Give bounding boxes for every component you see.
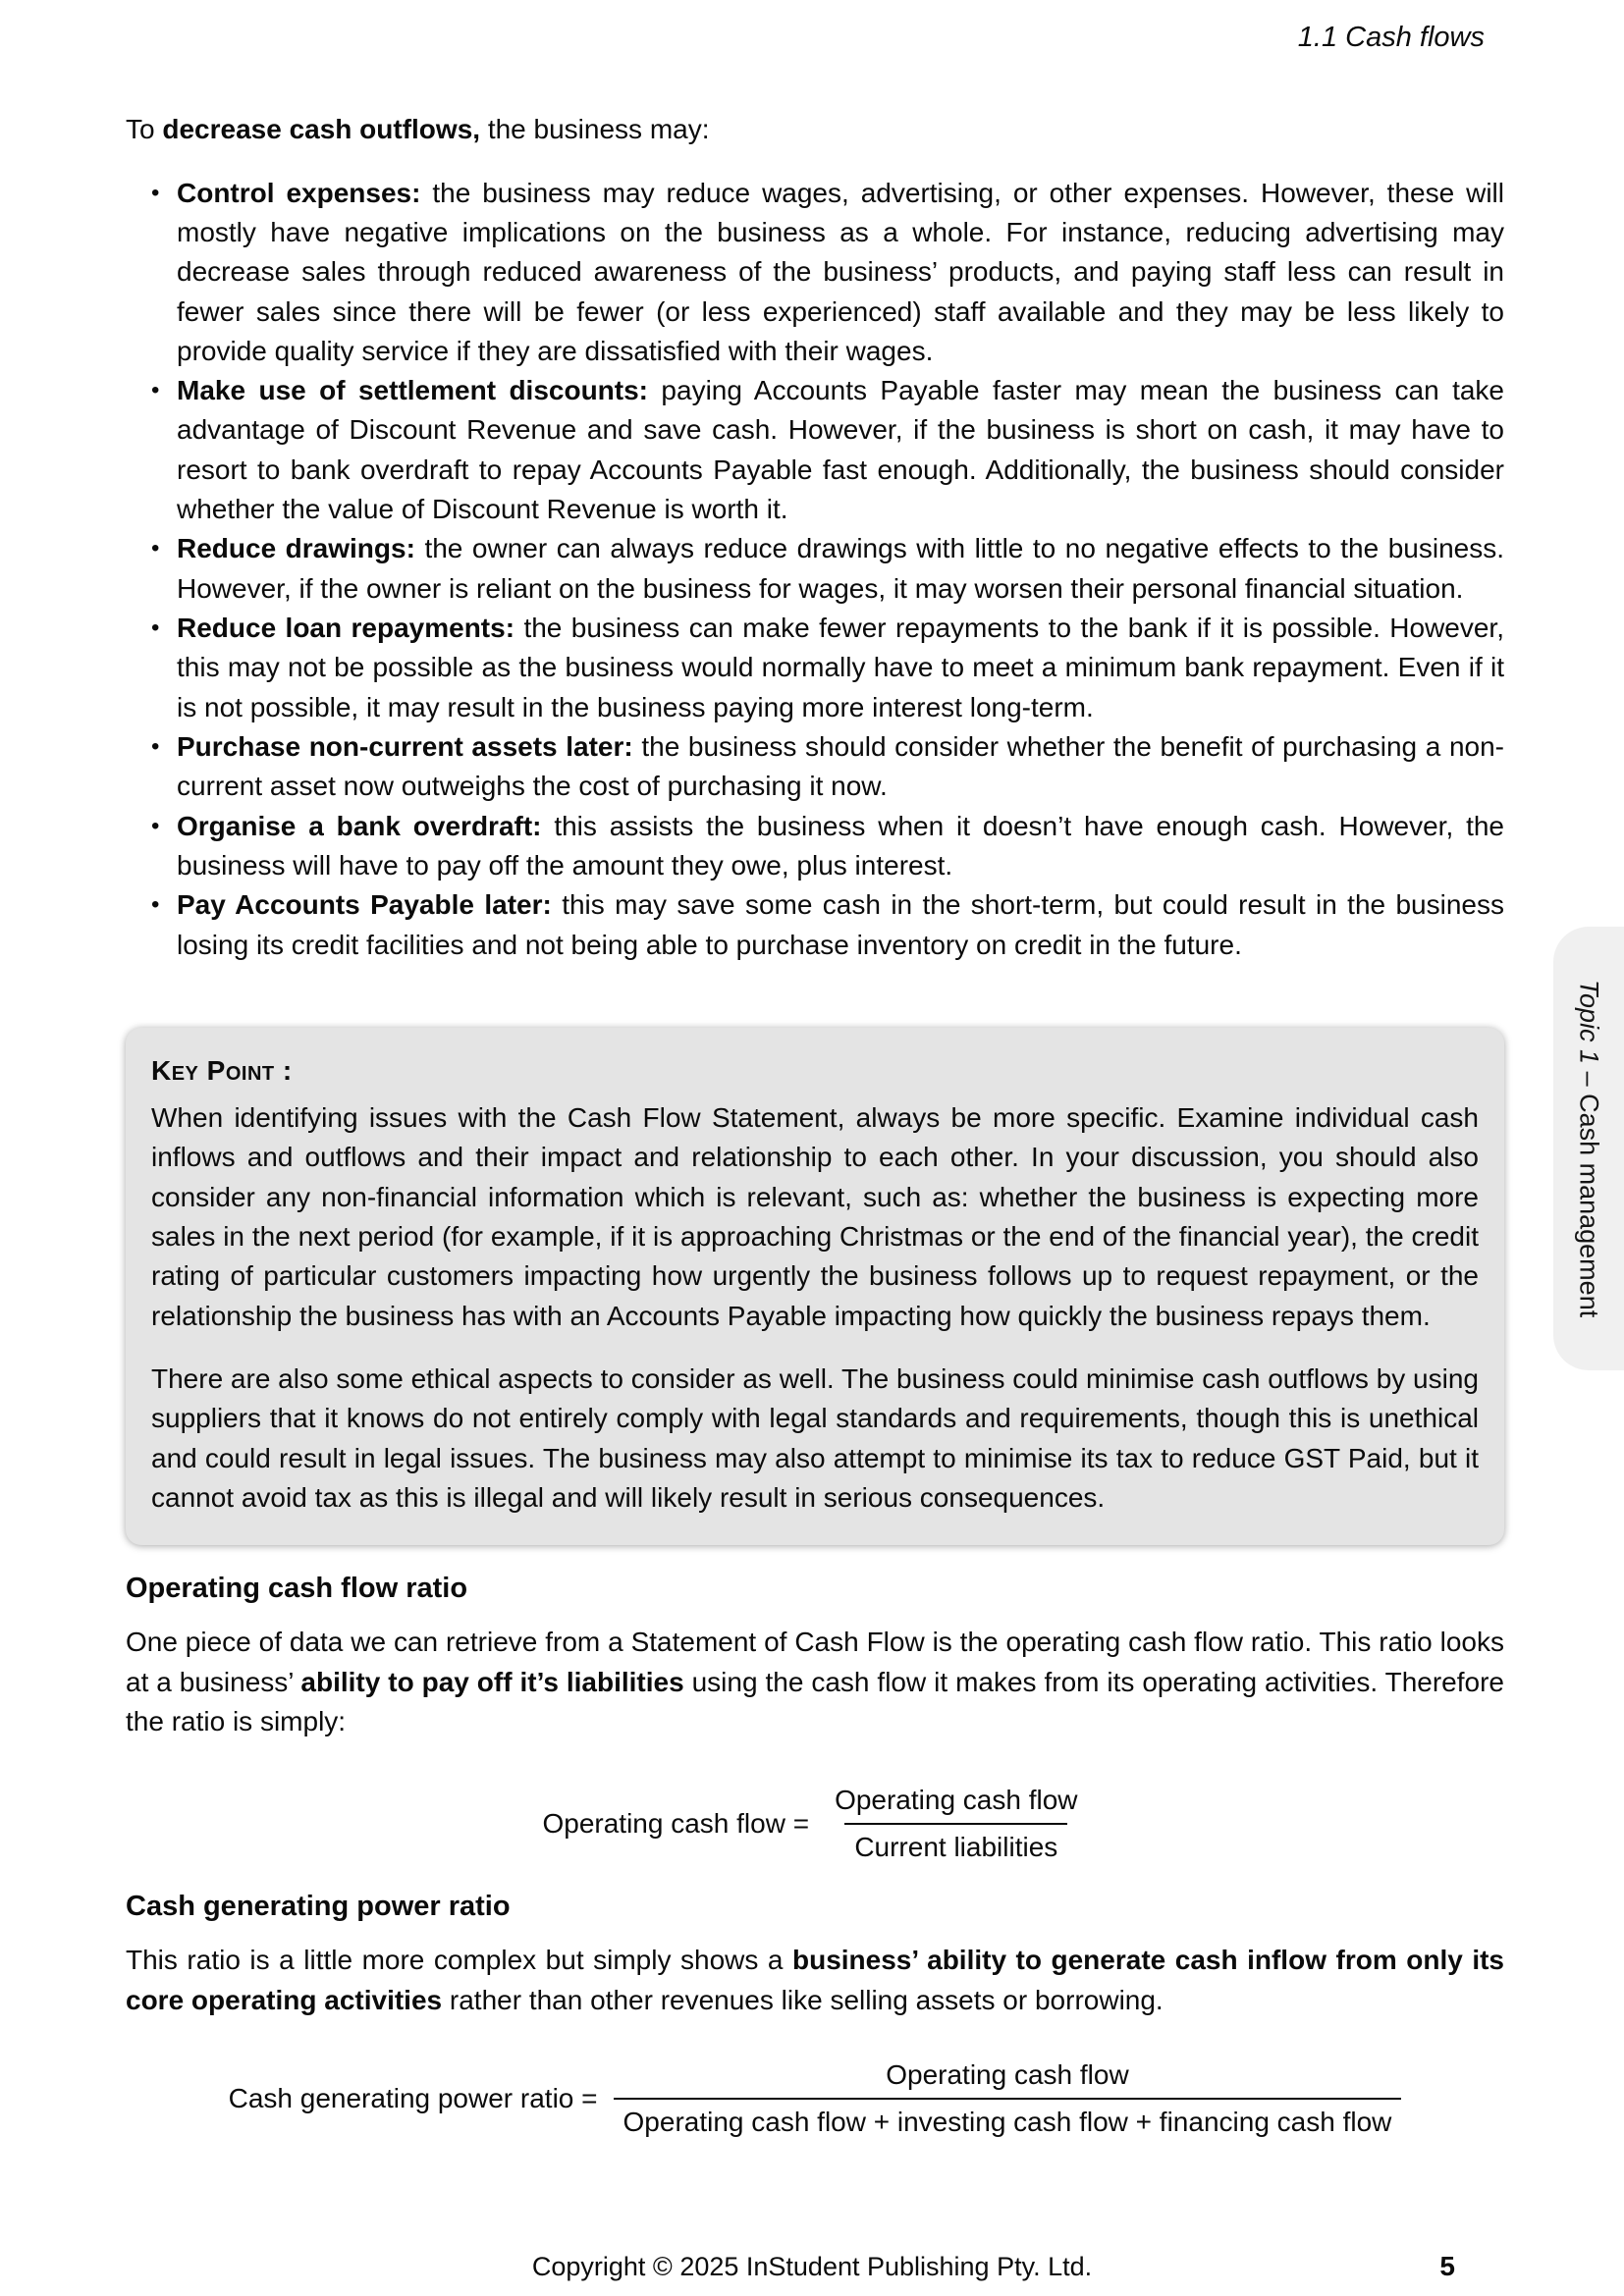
bullet-label: Control expenses: bbox=[177, 177, 421, 208]
topic-side-tab bbox=[1553, 927, 1624, 1370]
heading-operating-cash-flow-ratio: Operating cash flow ratio bbox=[126, 1573, 468, 1605]
list-item bbox=[126, 529, 1504, 609]
strategy-bullet-list bbox=[126, 174, 1504, 965]
bullet-label: Pay Accounts Payable later: bbox=[177, 889, 552, 921]
page-content bbox=[126, 0, 1504, 2138]
bullet-text: the business should consider whether the benefit of purchasing a non-current asset now outweighs the cost of purchasing it now. bbox=[177, 730, 1504, 802]
running-header: 1.1 Cash flows bbox=[1297, 22, 1485, 53]
cash-power-ratio-paragraph bbox=[126, 1941, 1504, 2020]
bullet-text: paying Accounts Payable faster may mean the business can take advantage of Discount Revenue and save cash. However, if the business is short on cash, it may have to resort to bank overdraft to repay Accounts Payable fast enough. Additionally, the business should consider whether the value of Discount Revenue is worth it. bbox=[177, 375, 1504, 525]
intro-text-bold: decrease cash outflows, bbox=[162, 114, 481, 144]
footer-copyright: Copyright © 2025 InStudent Publishing Pty. Ltd. bbox=[531, 2252, 1093, 2281]
bullet-text: the business can make fewer repayments to the bank if it is possible. However, this may not be possible as the business would normally have to meet a minimum bank repayment. Even if it is not possible, it may result in the business paying more interest long-term. bbox=[177, 613, 1504, 722]
topic-side-tab-label bbox=[1574, 980, 1604, 1317]
key-point-callout bbox=[126, 1028, 1504, 1545]
intro-text-pre: To bbox=[126, 114, 163, 144]
paragraph-text-bold: business’ ability to generate cash inflow from only its core operating activities bbox=[126, 1945, 1504, 2015]
list-item bbox=[126, 807, 1504, 886]
fraction-numerator: Operating cash flow bbox=[886, 2058, 1129, 2090]
list-item bbox=[126, 727, 1504, 807]
operating-ratio-paragraph bbox=[126, 1623, 1504, 1741]
cash-generating-power-formula bbox=[126, 2059, 1504, 2138]
topic-label-rest: – Cash management bbox=[1574, 1063, 1604, 1318]
bullet-label: Reduce drawings: bbox=[177, 533, 415, 564]
intro-text-post: the business may: bbox=[480, 114, 710, 144]
intro-paragraph bbox=[126, 110, 1504, 150]
paragraph-text: One piece of data we can retrieve from a Statement of Cash Flow is the operating cash flow ratio. This ratio looks at a business’ bbox=[126, 1627, 1504, 1697]
key-point-paragraph-1: When identifying issues with the Cash Flow Statement, always be more specific. Examine individual cash inflows and outflows and their impact and relationship to each other. In your discussion, you should also consider any non-financial information which is relevant, such as: whether the business is expecting more sales in the next period (for example, if it is approaching Christmas or the end of the financial year), the credit rating of particular customers impacting how urgently the business follows up to request repayment, or the relationship the business has with an Accounts Payable impacting how quickly the business repays them. bbox=[151, 1102, 1479, 1331]
operating-cash-flow-formula bbox=[126, 1785, 1504, 1863]
bullet-label: Make use of settlement discounts: bbox=[177, 375, 648, 406]
list-item bbox=[126, 609, 1504, 727]
bullet-text: the owner can always reduce drawings with little to no negative effects to the business. However, if the owner is reliant on the business for wages, it may worsen their personal financial situation. bbox=[177, 533, 1504, 604]
list-item bbox=[126, 885, 1504, 965]
bullet-text: this assists the business when it doesn’t have enough cash. However, the business will have to pay off the amount they owe, plus interest. bbox=[177, 810, 1504, 881]
bullet-label: Purchase non-current assets later: bbox=[177, 730, 633, 762]
key-point-paragraph-2: There are also some ethical aspects to consider as well. The business could minimise cash outflows by using suppliers that it knows do not entirely comply with legal standards and requirements, though this is unethical and could result in legal issues. The business may also attempt to minimise its tax to reduce GST Paid, but it cannot avoid tax as this is illegal and will likely result in serious consequences. bbox=[151, 1363, 1479, 1513]
bullet-label: Reduce loan repayments: bbox=[177, 613, 515, 644]
fraction-denominator: Current liabilities bbox=[844, 1823, 1067, 1863]
key-point-heading: Key Point : bbox=[151, 1054, 293, 1086]
bullet-text: this may save some cash in the short-term, but could result in the business losing its credit facilities and not being able to purchase inventory on credit in the future. bbox=[177, 889, 1504, 960]
topic-label: Topic 1 bbox=[1574, 979, 1604, 1064]
fraction-denominator: Operating cash flow + investing cash flow + financing cash flow bbox=[614, 2098, 1402, 2138]
formula-lhs: Operating cash flow = bbox=[542, 1808, 810, 1840]
page-number: 5 bbox=[1439, 2251, 1455, 2281]
formula-fraction bbox=[825, 1785, 1087, 1863]
paragraph-text: This ratio is a little more complex but simply shows a bbox=[126, 1945, 792, 1976]
paragraph-text: rather than other revenues like selling assets or borrowing. bbox=[442, 1984, 1164, 2015]
formula-lhs: Cash generating power ratio = bbox=[228, 2082, 598, 2113]
heading-cash-generating-power-ratio: Cash generating power ratio bbox=[126, 1891, 511, 1923]
formula-fraction bbox=[614, 2059, 1402, 2138]
fraction-numerator: Operating cash flow bbox=[835, 1785, 1078, 1816]
list-item bbox=[126, 371, 1504, 529]
paragraph-text-bold: ability to pay off it’s liabilities bbox=[300, 1666, 684, 1697]
list-item bbox=[126, 174, 1504, 372]
bullet-label: Organise a bank overdraft: bbox=[177, 810, 542, 841]
paragraph-text: using the cash flow it makes from its operating activities. Therefore the ratio is simply: bbox=[126, 1666, 1504, 1736]
bullet-text: the business may reduce wages, advertising, or other expenses. However, these will mostly have negative implications on the business as a whole. For instance, reducing advertising may decrease sales through reduced awareness of the business’ products, and paying staff less can result in fewer sales since there will be fewer (or less experienced) staff available and they may be less likely to provide quality service if they are dissatisfied with their wages. bbox=[177, 177, 1504, 366]
